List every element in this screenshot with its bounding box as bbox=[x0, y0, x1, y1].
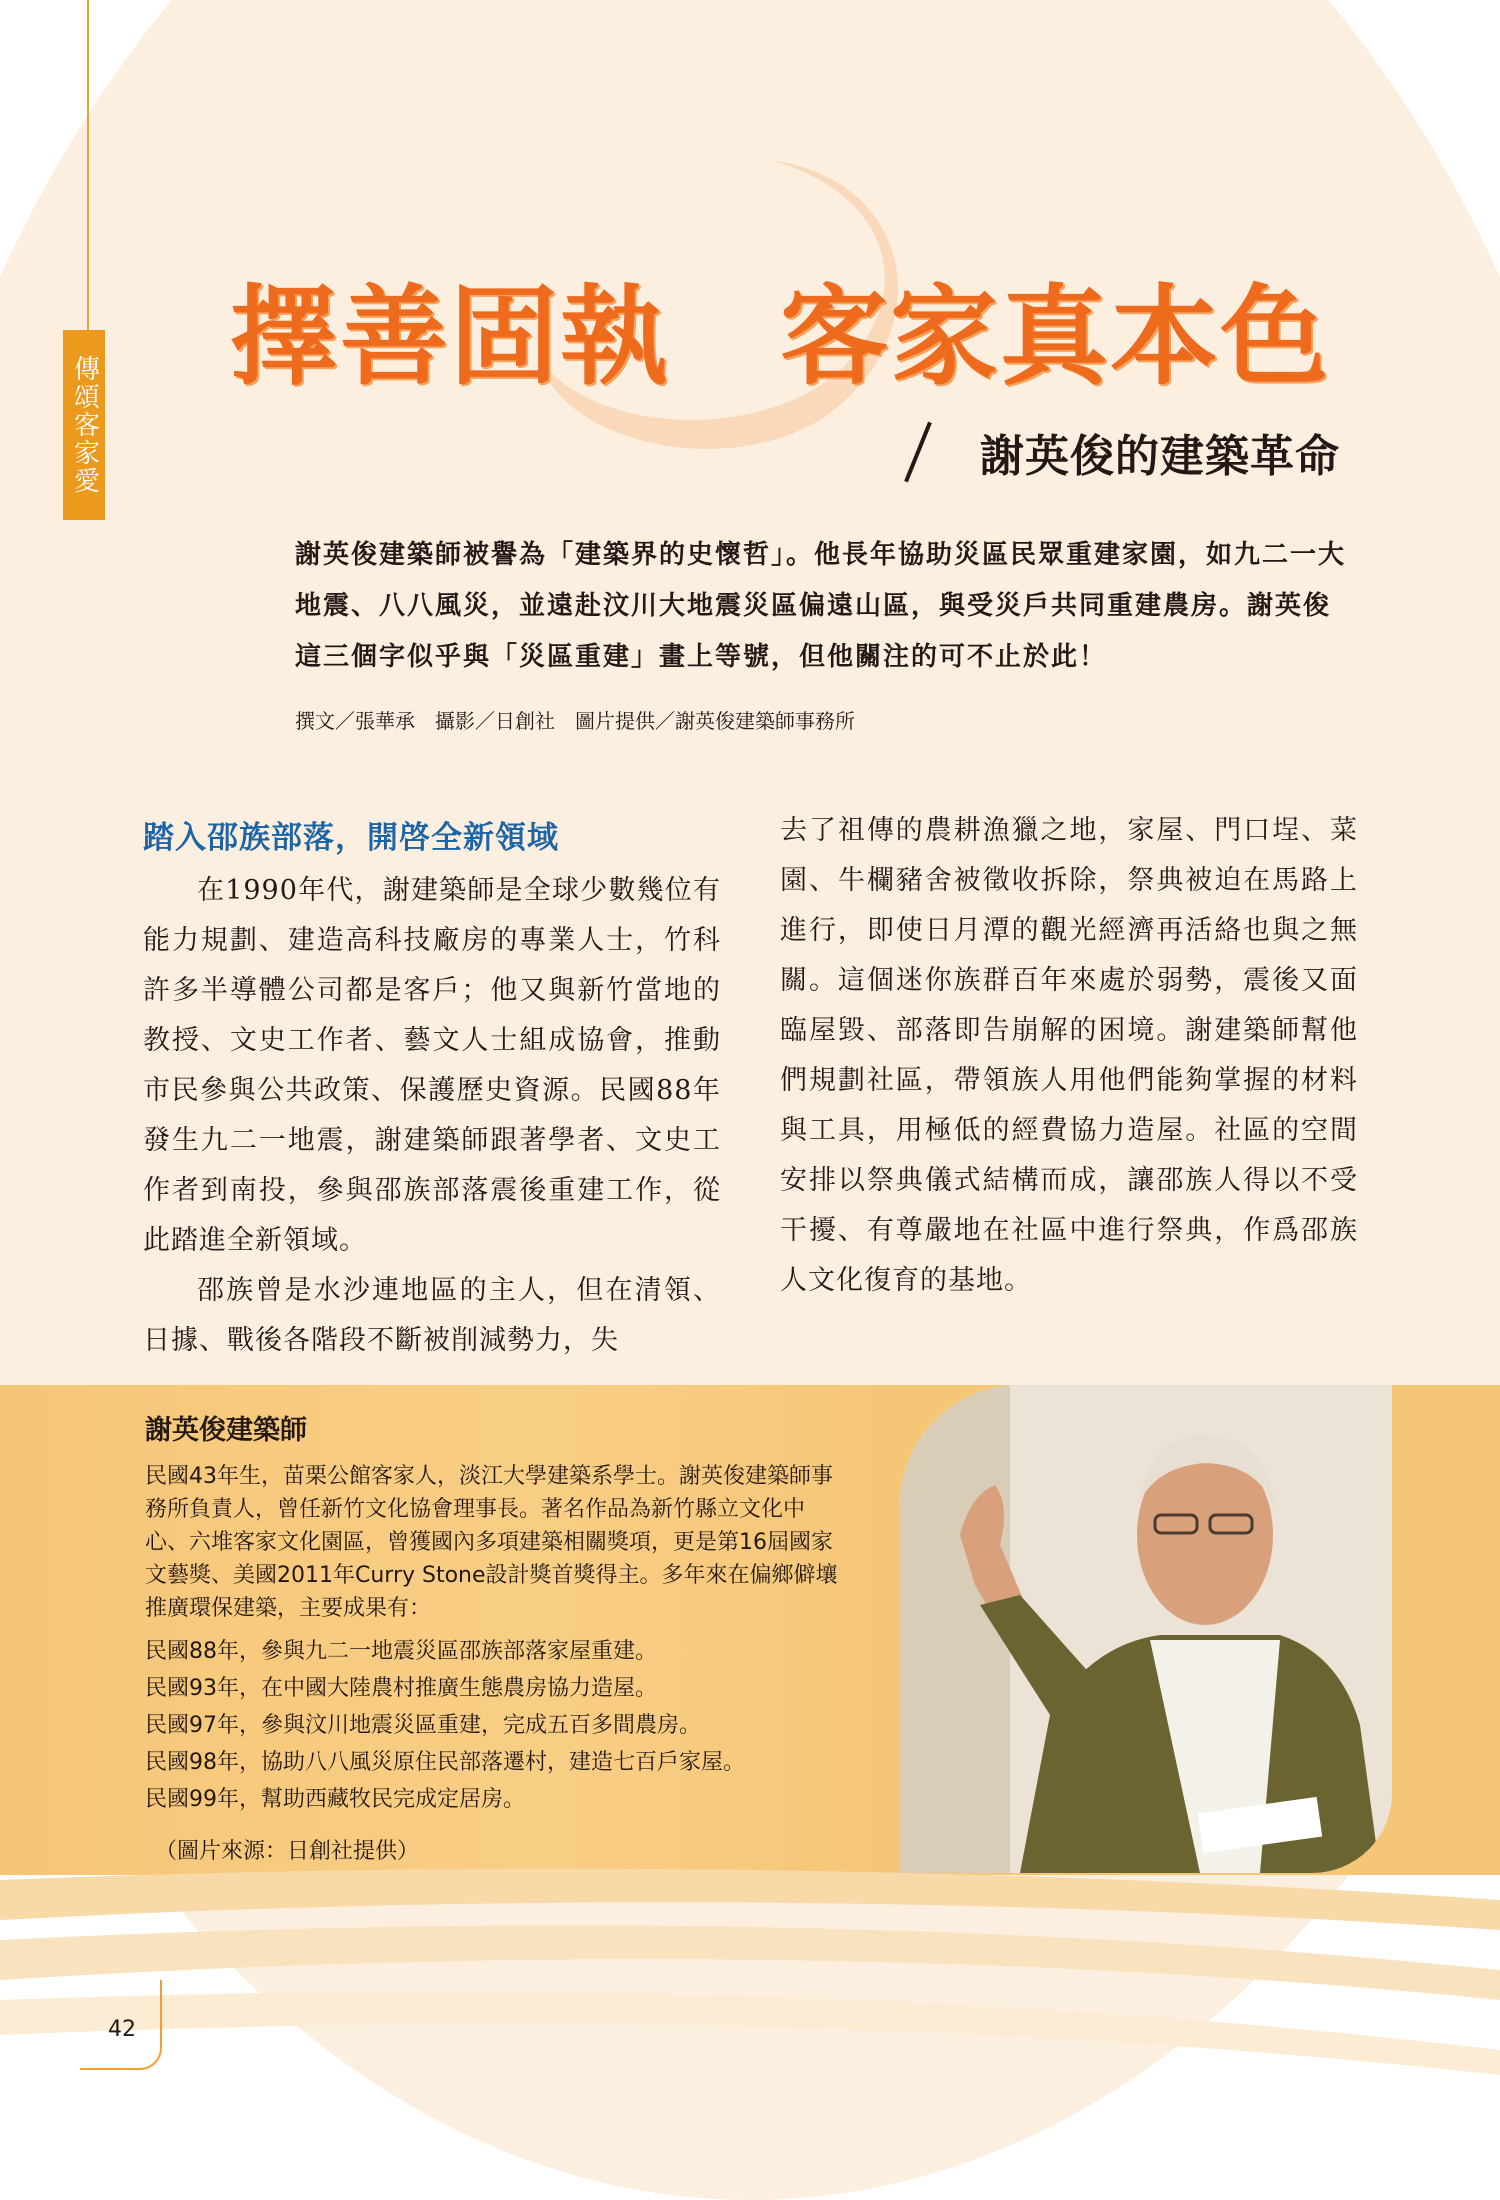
side-accent-line bbox=[87, 0, 89, 330]
achievement-item: 民國98年，協助八八風災原住民部落遷村，建造七百戶家屋。 bbox=[145, 1750, 745, 1775]
section-heading: 踏入邵族部落，開啓全新領域 bbox=[143, 820, 559, 856]
page-title: 擇善固執 客家真本色 bbox=[230, 275, 1331, 400]
body-paragraph: 邵族曾是水沙連地區的主人，但在清領、日據、戰後各階段不斷被削減勢力，失 bbox=[143, 1275, 721, 1356]
bio-text bbox=[145, 1460, 845, 1625]
bio-title: 謝英俊建築師 bbox=[145, 1415, 307, 1446]
decorative-waves bbox=[0, 1860, 1500, 2121]
page-subtitle: 謝英俊的建築革命 bbox=[980, 431, 1340, 482]
achievement-item: 民國88年，參與九二一地震災區邵族部落家屋重建。 bbox=[145, 1639, 657, 1664]
body-paragraph: 在1990年代，謝建築師是全球少數幾位有能力規劃、建造高科技廠房的專業人士，竹科許多半導體公司都是客戶；他又與新竹當地的教授、文史工作者、藝文人士組成協會，推動市民參與公共政策、保護歷史資源。民國88年發生九二一地震，謝建築師跟著學者、文史工作者到南投，參與邵族部落震後重建工作，從此踏進全新領域。 bbox=[143, 875, 721, 1256]
achievement-item: 民國93年，在中國大陸農村推廣生態農房協力造屋。 bbox=[145, 1676, 657, 1701]
left-column bbox=[143, 866, 721, 1366]
photo-credit: （圖片來源：日創社提供） bbox=[155, 1839, 420, 1864]
column-tag: 傳頌客家愛 bbox=[63, 330, 105, 520]
portrait-illustration bbox=[900, 1385, 1392, 1873]
intro-paragraph: 謝英俊建築師被譽為「建築界的史懷哲」。他長年協助災區民眾重建家園，如九二一大地震、八八風災，並遠赴汶川大地震災區偏遠山區，與受災戶共同重建農房。謝英俊這三個字似乎與「災區重建」畫上等號，但他關注的可不止於此！ bbox=[295, 540, 1347, 672]
byline: 撰文／張華承 攝影／日創社 圖片提供／謝英俊建築師事務所 bbox=[295, 709, 855, 733]
right-column bbox=[780, 806, 1358, 1306]
achievement-item: 民國97年，參與汶川地震災區重建，完成五百多間農房。 bbox=[145, 1713, 701, 1738]
bio-achievements bbox=[145, 1633, 875, 1818]
bio-paragraph: 民國43年生，苗栗公館客家人，淡江大學建築系學士。謝英俊建築師事務所負責人，曾任新竹文化協會理事長。著名作品為新竹縣立文化中心、六堆客家文化園區，曾獲國內多項建築相關獎項，更是第16屆國家文藝獎、美國2011年Curry Stone設計獎首獎得主。多年來在偏鄉僻壤推廣環保建築，主要成果有： bbox=[145, 1464, 838, 1621]
body-paragraph: 去了祖傳的農耕漁獵之地，家屋、門口埕、菜園、牛欄豬舍被徵收拆除，祭典被迫在馬路上進行，即使日月潭的觀光經濟再活絡也與之無關。這個迷你族群百年來處於弱勢，震後又面臨屋毀、部落即告崩解的困境。謝建築師幫他們規劃社區，帶領族人用他們能夠掌握的材料與工具，用極低的經費協力造屋。社區的空間安排以祭典儀式結構而成，讓邵族人得以不受干擾、有尊嚴地在社區中進行祭典，作爲邵族人文化復育的基地。 bbox=[780, 815, 1358, 1296]
achievement-item: 民國99年，幫助西藏牧民完成定居房。 bbox=[145, 1787, 525, 1812]
portrait-photo bbox=[900, 1385, 1392, 1873]
page-number: 42 bbox=[108, 2017, 136, 2042]
